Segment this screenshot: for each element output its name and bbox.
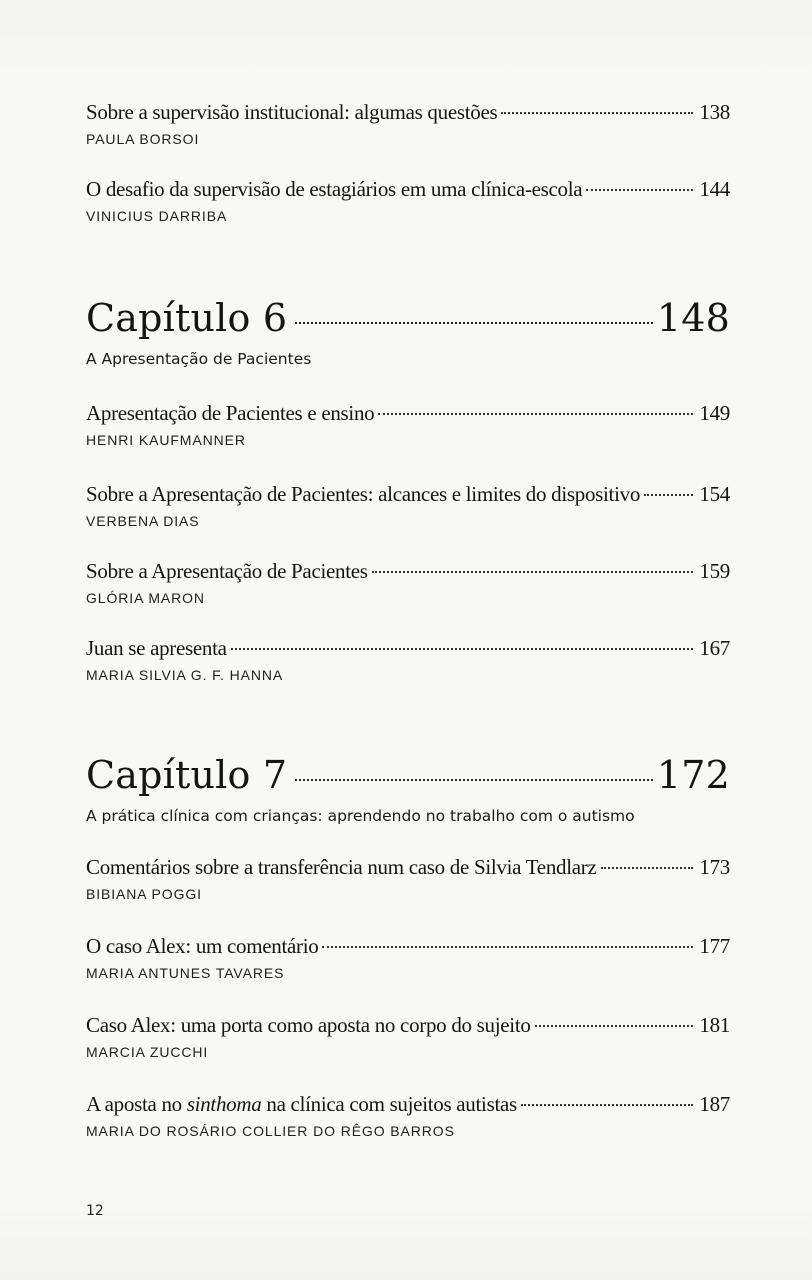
entry-title: Sobre a supervisão institucional: algumas questões (86, 100, 498, 124)
entry-line (86, 400, 730, 426)
toc-entry (86, 854, 730, 903)
entry-author: VERBENA DIAS (86, 513, 200, 529)
toc-entry (86, 1012, 730, 1061)
entry-page-number: 149 (699, 401, 730, 425)
dot-leader (295, 322, 653, 324)
toc-entry (86, 400, 730, 449)
toc-entry (86, 635, 730, 684)
entry-page-number: 138 (699, 100, 730, 124)
chapter-title: Capítulo 7 (86, 753, 288, 797)
entry-title: Apresentação de Pacientes e ensino (86, 401, 375, 425)
entry-title-italic: sinthoma (186, 1092, 262, 1116)
chapter-page-number: 148 (656, 296, 730, 340)
entry-page-number: 144 (699, 177, 730, 201)
chapter-line (86, 752, 730, 798)
entry-page-number: 177 (699, 934, 730, 958)
dot-leader (322, 946, 693, 948)
entry-line (86, 1091, 730, 1117)
entry-page-number: 159 (699, 559, 730, 583)
entry-author: VINICIUS DARRIBA (86, 208, 228, 224)
entry-page-number: 181 (699, 1013, 730, 1037)
entry-page-number: 173 (699, 855, 730, 879)
toc-entry (86, 481, 730, 530)
entry-line (86, 1012, 730, 1038)
entry-line (86, 635, 730, 661)
chapter-subtitle: A prática clínica com crianças: aprendendo no trabalho com o autismo (86, 807, 635, 825)
toc-entry (86, 1091, 730, 1140)
page-number: 12 (86, 1203, 104, 1219)
entry-author: MARIA ANTUNES TAVARES (86, 965, 285, 981)
entry-title: Sobre a Apresentação de Pacientes (86, 559, 368, 583)
entry-author: MARIA SILVIA G. F. HANNA (86, 667, 284, 683)
chapter-heading (86, 752, 730, 826)
toc-entry (86, 176, 730, 225)
dot-leader (535, 1025, 694, 1027)
entry-author: PAULA BORSOI (86, 131, 200, 147)
entry-title-end: na clínica com sujeitos autistas (261, 1092, 517, 1116)
dot-leader (295, 779, 653, 781)
chapter-page-number: 172 (656, 753, 730, 797)
chapter-heading (86, 295, 730, 369)
entry-page-number: 154 (699, 482, 730, 506)
entry-author: GLÓRIA MARON (86, 590, 205, 606)
entry-line (86, 933, 730, 959)
entry-page-number: 167 (699, 636, 730, 660)
entry-page-number: 187 (699, 1092, 730, 1116)
chapter-line (86, 295, 730, 341)
dot-leader (378, 413, 693, 415)
dot-leader (372, 571, 694, 573)
entry-line (86, 99, 730, 125)
dot-leader (601, 867, 694, 869)
entry-title: O caso Alex: um comentário (86, 934, 319, 958)
dot-leader (586, 189, 693, 191)
entry-title: Juan se apresenta (86, 636, 227, 660)
dot-leader (521, 1104, 694, 1106)
entry-author: HENRI KAUFMANNER (86, 432, 246, 448)
entry-title: Comentários sobre a transferência num caso de Silvia Tendlarz (86, 855, 597, 879)
chapter-subtitle: A Apresentação de Pacientes (86, 350, 312, 368)
toc-entry (86, 99, 730, 148)
entry-line (86, 558, 730, 584)
toc-entry (86, 558, 730, 607)
chapter-title: Capítulo 6 (86, 296, 288, 340)
entry-title (86, 1091, 517, 1117)
entry-author: MARIA DO ROSÁRIO COLLIER DO RÊGO BARROS (86, 1123, 455, 1139)
entry-title: O desafio da supervisão de estagiários em uma clínica-escola (86, 177, 583, 201)
entry-title-start: A aposta no (86, 1092, 187, 1116)
entry-title: Caso Alex: uma porta como aposta no corpo do sujeito (86, 1013, 531, 1037)
dot-leader (644, 494, 693, 496)
entry-line (86, 854, 730, 880)
entry-title: Sobre a Apresentação de Pacientes: alcances e limites do dispositivo (86, 482, 641, 506)
toc-entry (86, 933, 730, 982)
entry-line (86, 176, 730, 202)
dot-leader (501, 112, 693, 114)
entry-author: MARCIA ZUCCHI (86, 1044, 209, 1060)
entry-line (86, 481, 730, 507)
entry-author: BIBIANA POGGI (86, 886, 202, 902)
dot-leader (231, 648, 694, 650)
